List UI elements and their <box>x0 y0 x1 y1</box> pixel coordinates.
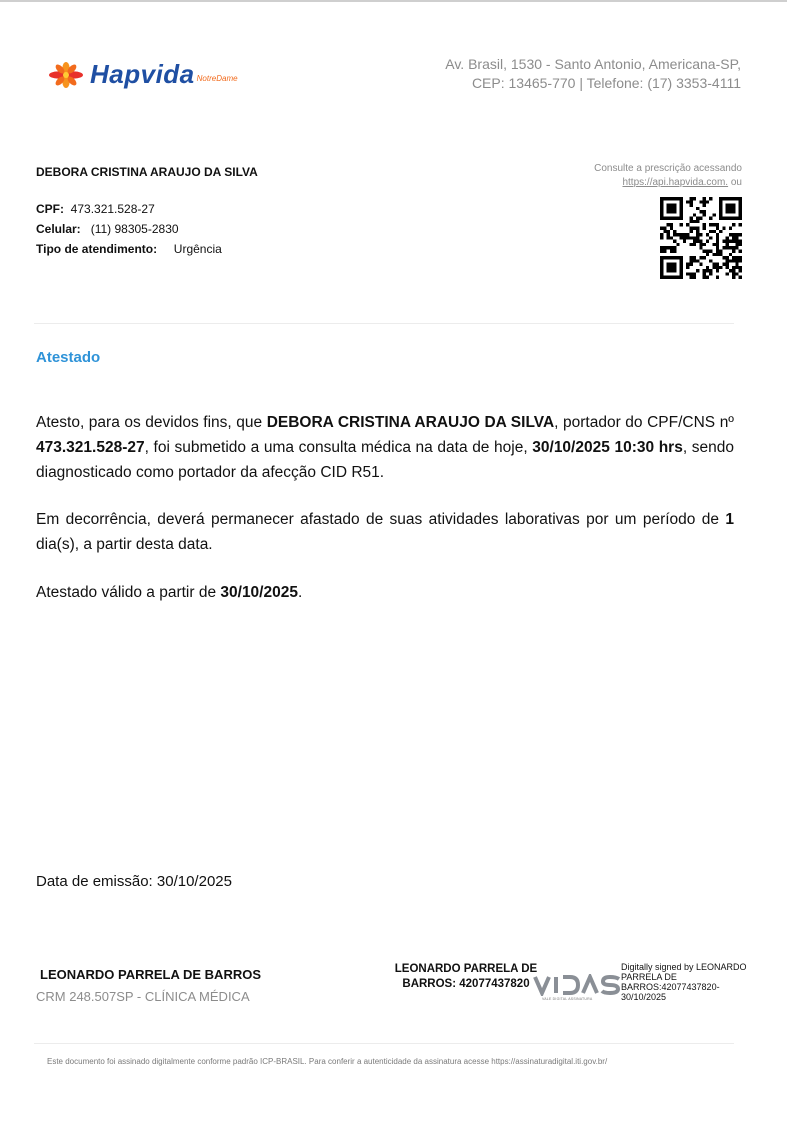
signature-line-2: PARRELA DE <box>621 972 677 982</box>
doctor-name: LEONARDO PARRELA DE BARROS <box>40 967 262 982</box>
consult-suffix: ou <box>730 177 742 188</box>
address-line-1: Av. Brasil, 1530 - Santo Antonio, Americana-SP, <box>445 56 741 72</box>
patient-name-inline: DEBORA CRISTINA ARAUJO DA SILVA <box>266 414 555 431</box>
brand-name: Hapvida <box>90 59 195 89</box>
signature-line-3: BARROS:42077437820- <box>621 982 720 992</box>
cpf-row <box>36 199 222 219</box>
section-title: Atestado <box>36 349 101 366</box>
address-line-2: CEP: 13465-770 | Telefone: (17) 3353-4111 <box>471 75 741 91</box>
prescription-consult-note <box>594 162 742 190</box>
patient-name: DEBORA CRISTINA ARAUJO DA SILVA <box>36 165 258 179</box>
vidas-tagline: VALE DIGITAL ASSINATURA <box>542 997 593 1001</box>
vidas-logo <box>533 974 623 996</box>
phone-value: (11) 98305-2830 <box>90 222 179 236</box>
consult-line: Consulte a prescrição acessando <box>594 163 742 174</box>
digital-signature-text <box>621 962 761 1002</box>
divider <box>34 323 734 324</box>
doctor-crm: CRM 248.507SP - CLÍNICA MÉDICA <box>36 989 250 1004</box>
footer-divider <box>34 1043 734 1044</box>
phone-row <box>36 219 222 239</box>
signature-line-1: Digitally signed by LEONARDO <box>621 962 747 972</box>
cpf-label: CPF: <box>36 202 64 216</box>
emission-date: Data de emissão: 30/10/2025 <box>36 873 232 890</box>
valid-from-date: 30/10/2025 <box>220 584 298 601</box>
cpf-inline: 473.321.528-27 <box>36 439 145 456</box>
attendance-type-label: Tipo de atendimento: <box>36 242 158 256</box>
leave-days: 1 <box>725 511 734 528</box>
digital-signer-name: LEONARDO PARRELA DE BARROS: 42077437820 <box>394 963 538 990</box>
hapvida-logo <box>46 56 238 88</box>
attendance-type-row <box>36 239 222 259</box>
consult-link[interactable]: https://api.hapvida.com. <box>622 177 729 188</box>
certificate-paragraph-3: Atestado válido a partir de 30/10/2025. <box>36 584 303 601</box>
patient-info <box>36 199 222 259</box>
qr-code[interactable] <box>660 197 742 279</box>
phone-label: Celular: <box>36 222 81 236</box>
consult-datetime: 30/10/2025 10:30 hrs <box>532 439 683 456</box>
attendance-type-value: Urgência <box>173 242 222 256</box>
signature-line-4: 30/10/2025 <box>621 992 667 1002</box>
top-border <box>0 0 787 2</box>
certificate-paragraph-2: Em decorrência, deverá permanecer afastado de suas atividades laborativas por um período de 1 dia(s), a partir desta data. <box>36 511 734 553</box>
footer-note: Este documento foi assinado digitalmente conforme padrão ICP-BRASIL. Para conferir a autenticidade da assinatura acesse https://assinaturadigital.iti.gov.br/ <box>47 1057 608 1066</box>
clinic-address <box>445 55 741 93</box>
brand-subtitle: NotreDame <box>196 74 238 83</box>
certificate-paragraph-1: Atesto, para os devidos fins, que DEBORA CRISTINA ARAUJO DA SILVA, portador do CPF/CNS nº 473.321.528-27, foi submetido a uma consulta médica na data de hoje, 30/10/2025 10:30 hrs, sendo diagnosticado como portador da afecção CID R51. <box>36 414 734 481</box>
consult-link-row <box>594 176 742 190</box>
flower-icon <box>46 62 86 88</box>
cpf-value: 473.321.528-27 <box>70 202 155 216</box>
